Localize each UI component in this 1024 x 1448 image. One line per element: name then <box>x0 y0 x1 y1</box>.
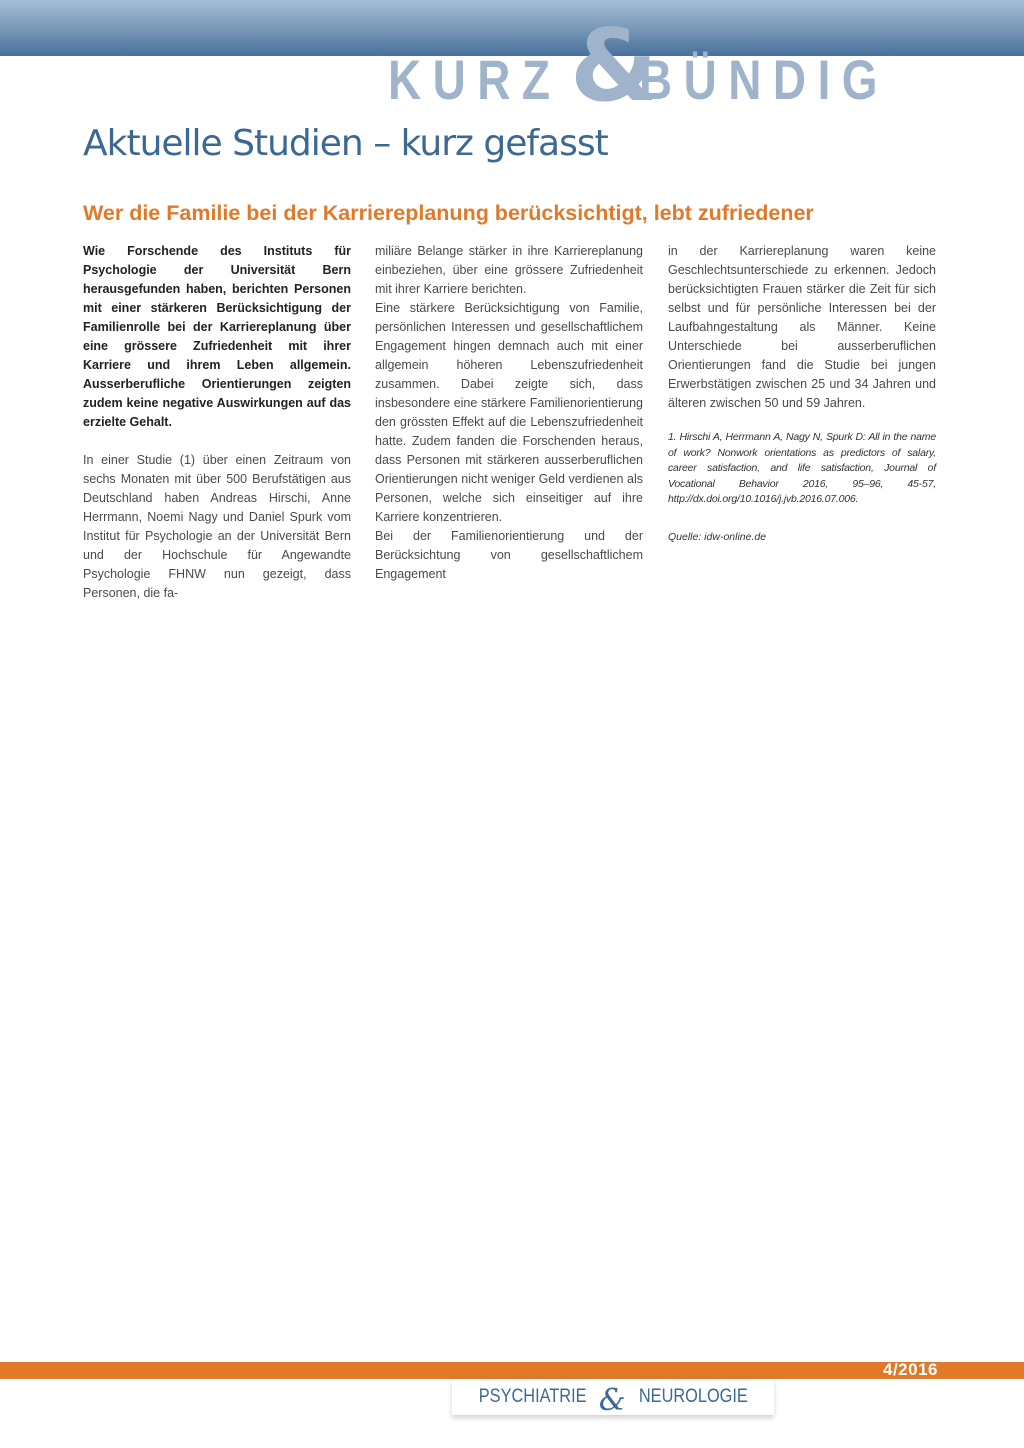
source-note: Quelle: idw-online.de <box>668 530 767 543</box>
journal-logo-word-psychiatrie: PSYCHIATRIE <box>478 1386 587 1407</box>
reference-note: 1. Hirschi A, Herrmann A, Nagy N, Spurk D: All in the name of work? Nonwork orientations as predictors of salary, career satisfaction, and life satisfaction, Journal of Vocational Behavior 2016, 95–96, 45-57, http://dx.doi.org/10.1016/j.jvb.2016.07.006. <box>668 431 936 505</box>
page-title: Aktuelle Studien – kurz gefasst <box>83 123 608 164</box>
issue-number: 4/2016 <box>883 1360 938 1379</box>
journal-logo <box>452 1379 774 1418</box>
article-paragraph: In einer Studie (1) über einen Zeitraum von sechs Monaten mit über 500 Berufstätigen aus Deutschland haben Andreas Hirschi, Anne Herrmann, Noemi Nagy und Daniel Spurk vom Institut für Psychologie an der Universität Bern und der Hochschule für Angewandte Psychologie FHNW nun gezeigt, dass Personen, die fa- <box>83 453 351 600</box>
article-heading: Wer die Familie bei der Karriereplanung berücksichtigt, lebt zufriedener <box>83 201 814 225</box>
journal-logo-word-neurologie: NEUROLOGIE <box>638 1386 748 1407</box>
article-column-3 <box>668 242 936 545</box>
section-label-word-kurz: KURZ <box>388 48 562 111</box>
article-paragraph: miliäre Belange stärker in ihre Karriereplanung einbeziehen, über eine grössere Zufriedenheit mit ihrer Karriere berichten. <box>375 244 643 296</box>
article-column-2 <box>375 242 643 584</box>
journal-logo-ampersand: & <box>598 1382 626 1418</box>
footer-bar <box>0 1362 1024 1379</box>
article-paragraph: Bei der Familienorientierung und der Berücksichtung von gesellschaftlichem Engagement <box>375 529 643 581</box>
article-column-1 <box>83 242 351 603</box>
article-lead: Wie Forschende des Instituts für Psychologie der Universität Bern herausgefunden haben, berichten Personen mit einer stärkeren Berücksichtigung der Familienrolle bei der Karriereplanung über eine grössere Zufriedenheit mit ihrer Karriere und ihrem Leben allgemein. Ausserberufliche Orientierungen zeigten zudem keine negative Auswirkungen auf das erzielte Gehalt. <box>83 244 351 429</box>
article-paragraph: Eine stärkere Berücksichtigung von Familie, persönlichen Interessen und gesellschaftlichem Engagement hingen demnach auch mit einer allgemein höheren Lebenszufriedenheit zusammen. Dabei zeigte sich, dass insbesondere eine stärkere Familienorientierung den grössten Effekt auf die Lebenszufriedenheit hatte. Zudem fanden die Forschenden heraus, dass Personen mit stärkeren ausserberuflichen Orientierungen nicht weniger Geld verdienen als Personen, welche sich einseitiger auf ihre Karriere konzentrieren. <box>375 301 643 524</box>
section-label-word-buendig: BÜNDIG <box>639 48 890 111</box>
article-paragraph: in der Karriereplanung waren keine Geschlechtsunterschiede zu erkennen. Jedoch berücksichtigten Frauen stärker die Zeit für sich selbst und für persönliche Interessen bei der Laufbahngestaltung als Männer. Keine Unterschiede bei ausserberuflichen Orientierungen fand die Studie bei jungen Erwerbstätigen zwischen 25 und 34 Jahren und älteren zwischen 50 und 59 Jahren. <box>668 244 936 410</box>
section-label-ampersand: & <box>569 7 658 124</box>
section-label <box>388 7 944 124</box>
